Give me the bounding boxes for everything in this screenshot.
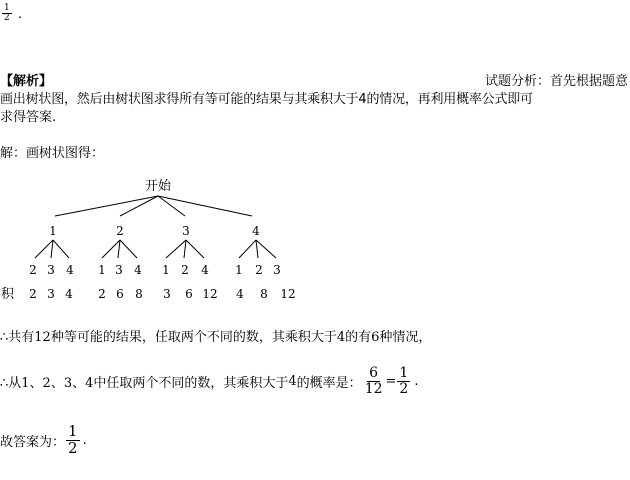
product-2-2: 6 (116, 287, 124, 301)
branch-1-label: 1 (49, 224, 57, 238)
leaf-2-3: 4 (134, 263, 142, 277)
total-count: 12 (34, 330, 51, 345)
branch-2-label: 2 (116, 224, 124, 238)
answer-fraction-denominator: 2 (68, 438, 78, 457)
analysis-intro: 试题分析：首先根据题意 (484, 74, 628, 89)
prob-threshold: 4 (288, 373, 297, 389)
edge-1-b (51, 240, 53, 258)
product-2-1: 2 (98, 287, 106, 301)
root-edge-1 (55, 196, 158, 216)
leaf-1-2: 3 (47, 263, 55, 277)
total-threshold: 4 (336, 330, 346, 345)
top-fraction-numerator: 1 (4, 2, 10, 13)
top-fraction (2, 4, 12, 24)
product-3-1: 3 (163, 287, 171, 301)
prob-mid-2: 的概率是： (296, 375, 362, 391)
leaf-4-2: 2 (255, 263, 263, 277)
prob-tail: . (414, 373, 419, 389)
edge-4-c (256, 240, 276, 258)
final-answer-line (0, 424, 87, 457)
edge-3-c (186, 240, 204, 258)
leaf-4-3: 3 (273, 263, 281, 277)
answer-fraction-numerator: 1 (68, 422, 78, 440)
prob-fraction-1-denominator: 12 (364, 380, 383, 397)
product-4-3: 12 (280, 287, 296, 301)
edge-3-b (184, 240, 186, 258)
answer-prefix: 故答案为： (0, 434, 66, 450)
top-fraction-denominator: 2 (4, 13, 10, 23)
product-1-3: 4 (65, 287, 73, 301)
branch-3-label: 3 (182, 224, 190, 238)
product-1-1: 2 (29, 287, 37, 301)
answer-fraction (66, 424, 80, 457)
tree-root: 开始 (144, 179, 172, 194)
edge-4-a (239, 240, 256, 258)
prob-mid: 中任取两个不同的数，其乘积大于 (93, 375, 289, 391)
tree-lines (35, 196, 276, 258)
prob-equals: = (385, 373, 397, 389)
prob-fraction-1-numerator: 6 (369, 365, 379, 381)
root-edge-2 (120, 196, 158, 216)
leaf-3-3: 4 (201, 263, 209, 277)
leaf-3-2: 2 (181, 263, 189, 277)
top-fraction-period: . (17, 7, 22, 22)
product-1-2: 3 (47, 287, 55, 301)
prob-fraction-1 (363, 366, 385, 396)
prob-prefix: ∴从 (0, 375, 22, 391)
prob-fraction-2 (397, 366, 410, 396)
prob-fraction-2-numerator: 1 (399, 365, 409, 381)
analysis-header: 【解析】 (0, 74, 53, 89)
edge-1-a (35, 240, 53, 258)
product-3-2: 6 (185, 287, 193, 301)
total-favorable: 6 (371, 330, 380, 345)
probability-line (0, 366, 418, 396)
edge-4-b (256, 240, 258, 258)
solution-intro: 解：画树状图得： (0, 146, 105, 161)
tree-diagram (0, 170, 320, 310)
product-4-2: 8 (260, 287, 268, 301)
leaf-2-2: 3 (115, 263, 123, 277)
analysis-line-2: 画出树状图，然后由树状图求得所有等可能的结果与其乘积大于4的情况，再利用概率公式即可 (0, 92, 533, 107)
edge-2-a (102, 240, 120, 258)
edge-2-b (118, 240, 120, 258)
product-4-1: 4 (236, 287, 244, 301)
prob-fraction-2-denominator: 2 (399, 380, 409, 397)
total-mid: 种等可能的结果，任取两个不同的数，其乘积大于 (50, 330, 337, 345)
analysis-line-3: 求得答案. (0, 110, 57, 125)
edge-2-c (120, 240, 137, 258)
product-label: 积 (1, 287, 15, 302)
answer-tail: . (82, 432, 87, 448)
edge-3-a (166, 240, 186, 258)
edge-1-c (53, 240, 69, 258)
total-suffix: 种情况， (379, 330, 432, 345)
product-3-3: 12 (202, 287, 218, 301)
product-2-3: 8 (135, 287, 143, 301)
top-answer (1, 3, 22, 23)
leaf-3-1: 1 (162, 263, 170, 277)
leaf-4-1: 1 (235, 263, 243, 277)
total-outcomes-line (0, 326, 431, 345)
leaf-1-3: 4 (66, 263, 74, 277)
leaf-2-1: 1 (98, 263, 106, 277)
total-mid-2: 的有 (345, 330, 372, 345)
total-prefix: ∴共有 (0, 330, 35, 345)
prob-numbers: 1、2、3、4 (21, 375, 94, 391)
leaf-1-1: 2 (29, 263, 37, 277)
branch-4-label: 4 (252, 224, 260, 238)
